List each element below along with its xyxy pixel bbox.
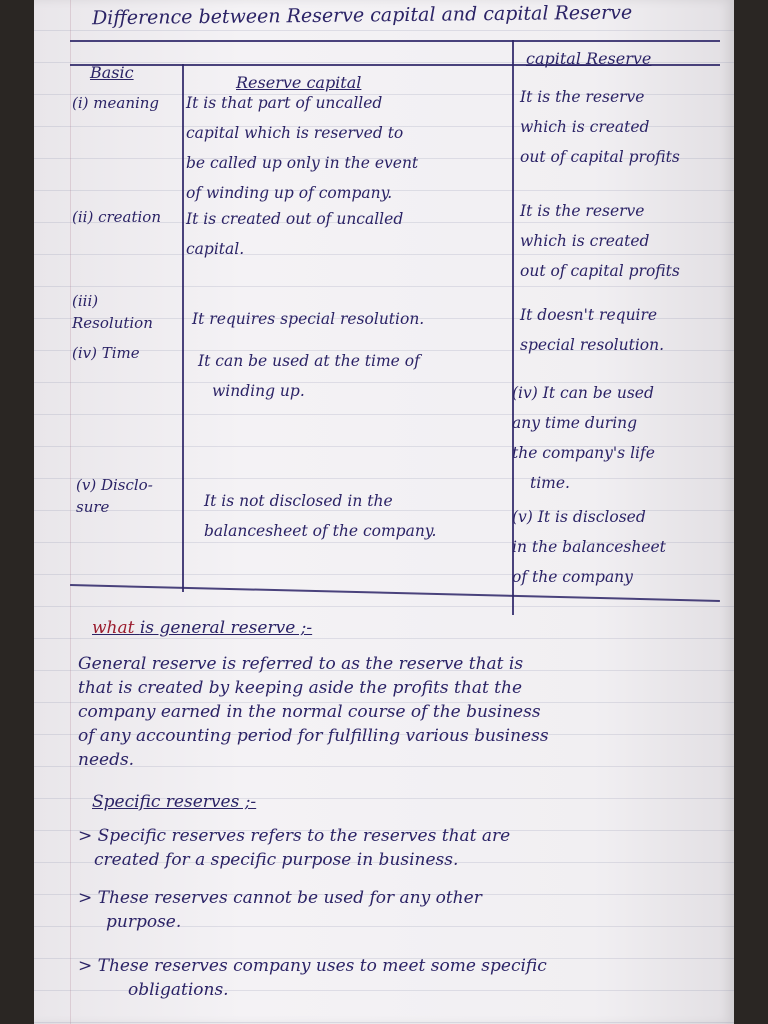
row-label-creation: (ii) creation — [72, 208, 161, 226]
text-line: which is created — [520, 232, 650, 250]
text-line: > These reserves company uses to meet some specific — [78, 956, 547, 976]
text-line: capital which is reserved to — [186, 124, 404, 142]
ruled-line — [34, 1022, 734, 1023]
text-line: which is created — [520, 118, 650, 136]
text-line: purpose. — [106, 912, 182, 932]
text-line: needs. — [78, 750, 135, 770]
text-line: of any accounting period for fulfilling various business — [78, 726, 549, 746]
text-line: > These reserves cannot be used for any other — [78, 888, 482, 908]
text-line: winding up. — [212, 382, 305, 400]
cell-time-capital-reserve — [512, 378, 728, 498]
text-line: capital. — [186, 240, 245, 258]
text-line: of winding up of company. — [186, 184, 393, 202]
cell-resolution-reserve-capital — [192, 304, 510, 334]
text-line: It requires special resolution. — [192, 310, 425, 328]
specific-reserves-point-2 — [78, 886, 728, 934]
text-line: > Specific reserves refers to the reserves that are — [78, 826, 511, 846]
specific-reserves-heading: Specific reserves ;- — [92, 792, 257, 812]
ruled-line — [34, 286, 734, 287]
header-capital-reserve: capital Reserve — [526, 49, 652, 68]
text-line: It is that part of uncalled — [186, 94, 383, 112]
text-line: time. — [530, 474, 570, 492]
text-line: It doesn't require — [520, 306, 658, 324]
text-line: It is the reserve — [520, 202, 645, 220]
header-reserve-capital: Reserve capital — [236, 73, 362, 92]
notebook-page — [34, 0, 734, 1024]
row-label-resolution: (iii) Resolution — [72, 292, 153, 332]
specific-reserves-point-3 — [78, 954, 728, 1002]
cell-time-reserve-capital — [198, 346, 508, 406]
text-line: any time during — [512, 414, 638, 432]
text-line: the company's life — [512, 444, 655, 462]
text-line: company earned in the normal course of the business — [78, 702, 541, 722]
heading-prefix: what — [92, 618, 135, 638]
text-line: out of capital profits — [520, 262, 680, 280]
cell-resolution-capital-reserve — [520, 300, 730, 360]
text-line: It is not disclosed in the — [204, 492, 393, 510]
text-line: obligations. — [128, 980, 229, 1000]
text-line: in the balancesheet — [512, 538, 666, 556]
text-line: (iv) It can be used — [512, 384, 654, 402]
table-divider-1 — [182, 64, 184, 592]
cell-meaning-capital-reserve — [520, 82, 730, 172]
heading-rest: is general reserve ;- — [139, 618, 313, 638]
cell-creation-reserve-capital — [186, 204, 508, 264]
text-line: created for a specific purpose in business. — [94, 850, 459, 870]
ruled-line — [34, 638, 734, 639]
ruled-line — [34, 30, 734, 31]
text-line: It is the reserve — [520, 88, 645, 106]
cell-disclosure-reserve-capital — [204, 486, 510, 546]
cell-disclosure-capital-reserve — [512, 502, 728, 592]
text-line: It is created out of uncalled — [186, 210, 404, 228]
text-line: be called up only in the event — [186, 154, 419, 172]
row-label-time: (iv) Time — [72, 344, 140, 362]
table-top-border — [70, 40, 720, 42]
row-label-disclosure: (v) Disclo- sure — [76, 476, 153, 516]
text-line: special resolution. — [520, 336, 665, 354]
text-line: balancesheet of the company. — [204, 522, 437, 540]
text-line: It can be used at the time of — [198, 352, 420, 370]
text-line: that is created by keeping aside the profits that the — [78, 678, 523, 698]
page-title: Difference between Reserve capital and capital Reserve — [91, 1, 633, 30]
general-reserve-text — [78, 652, 728, 772]
row-label-meaning: (i) meaning — [72, 94, 160, 112]
header-basic: Basic — [90, 63, 134, 82]
ruled-line — [34, 606, 734, 607]
text-line: of the company — [512, 568, 633, 586]
text-line: out of capital profits — [520, 148, 680, 166]
margin-line — [70, 0, 71, 1024]
cell-meaning-reserve-capital — [186, 88, 508, 208]
cell-creation-capital-reserve — [520, 196, 730, 286]
general-reserve-heading — [92, 618, 312, 638]
text-line: (v) It is disclosed — [512, 508, 646, 526]
specific-reserves-point-1 — [78, 824, 728, 872]
text-line: General reserve is referred to as the reserve that is — [78, 654, 524, 674]
